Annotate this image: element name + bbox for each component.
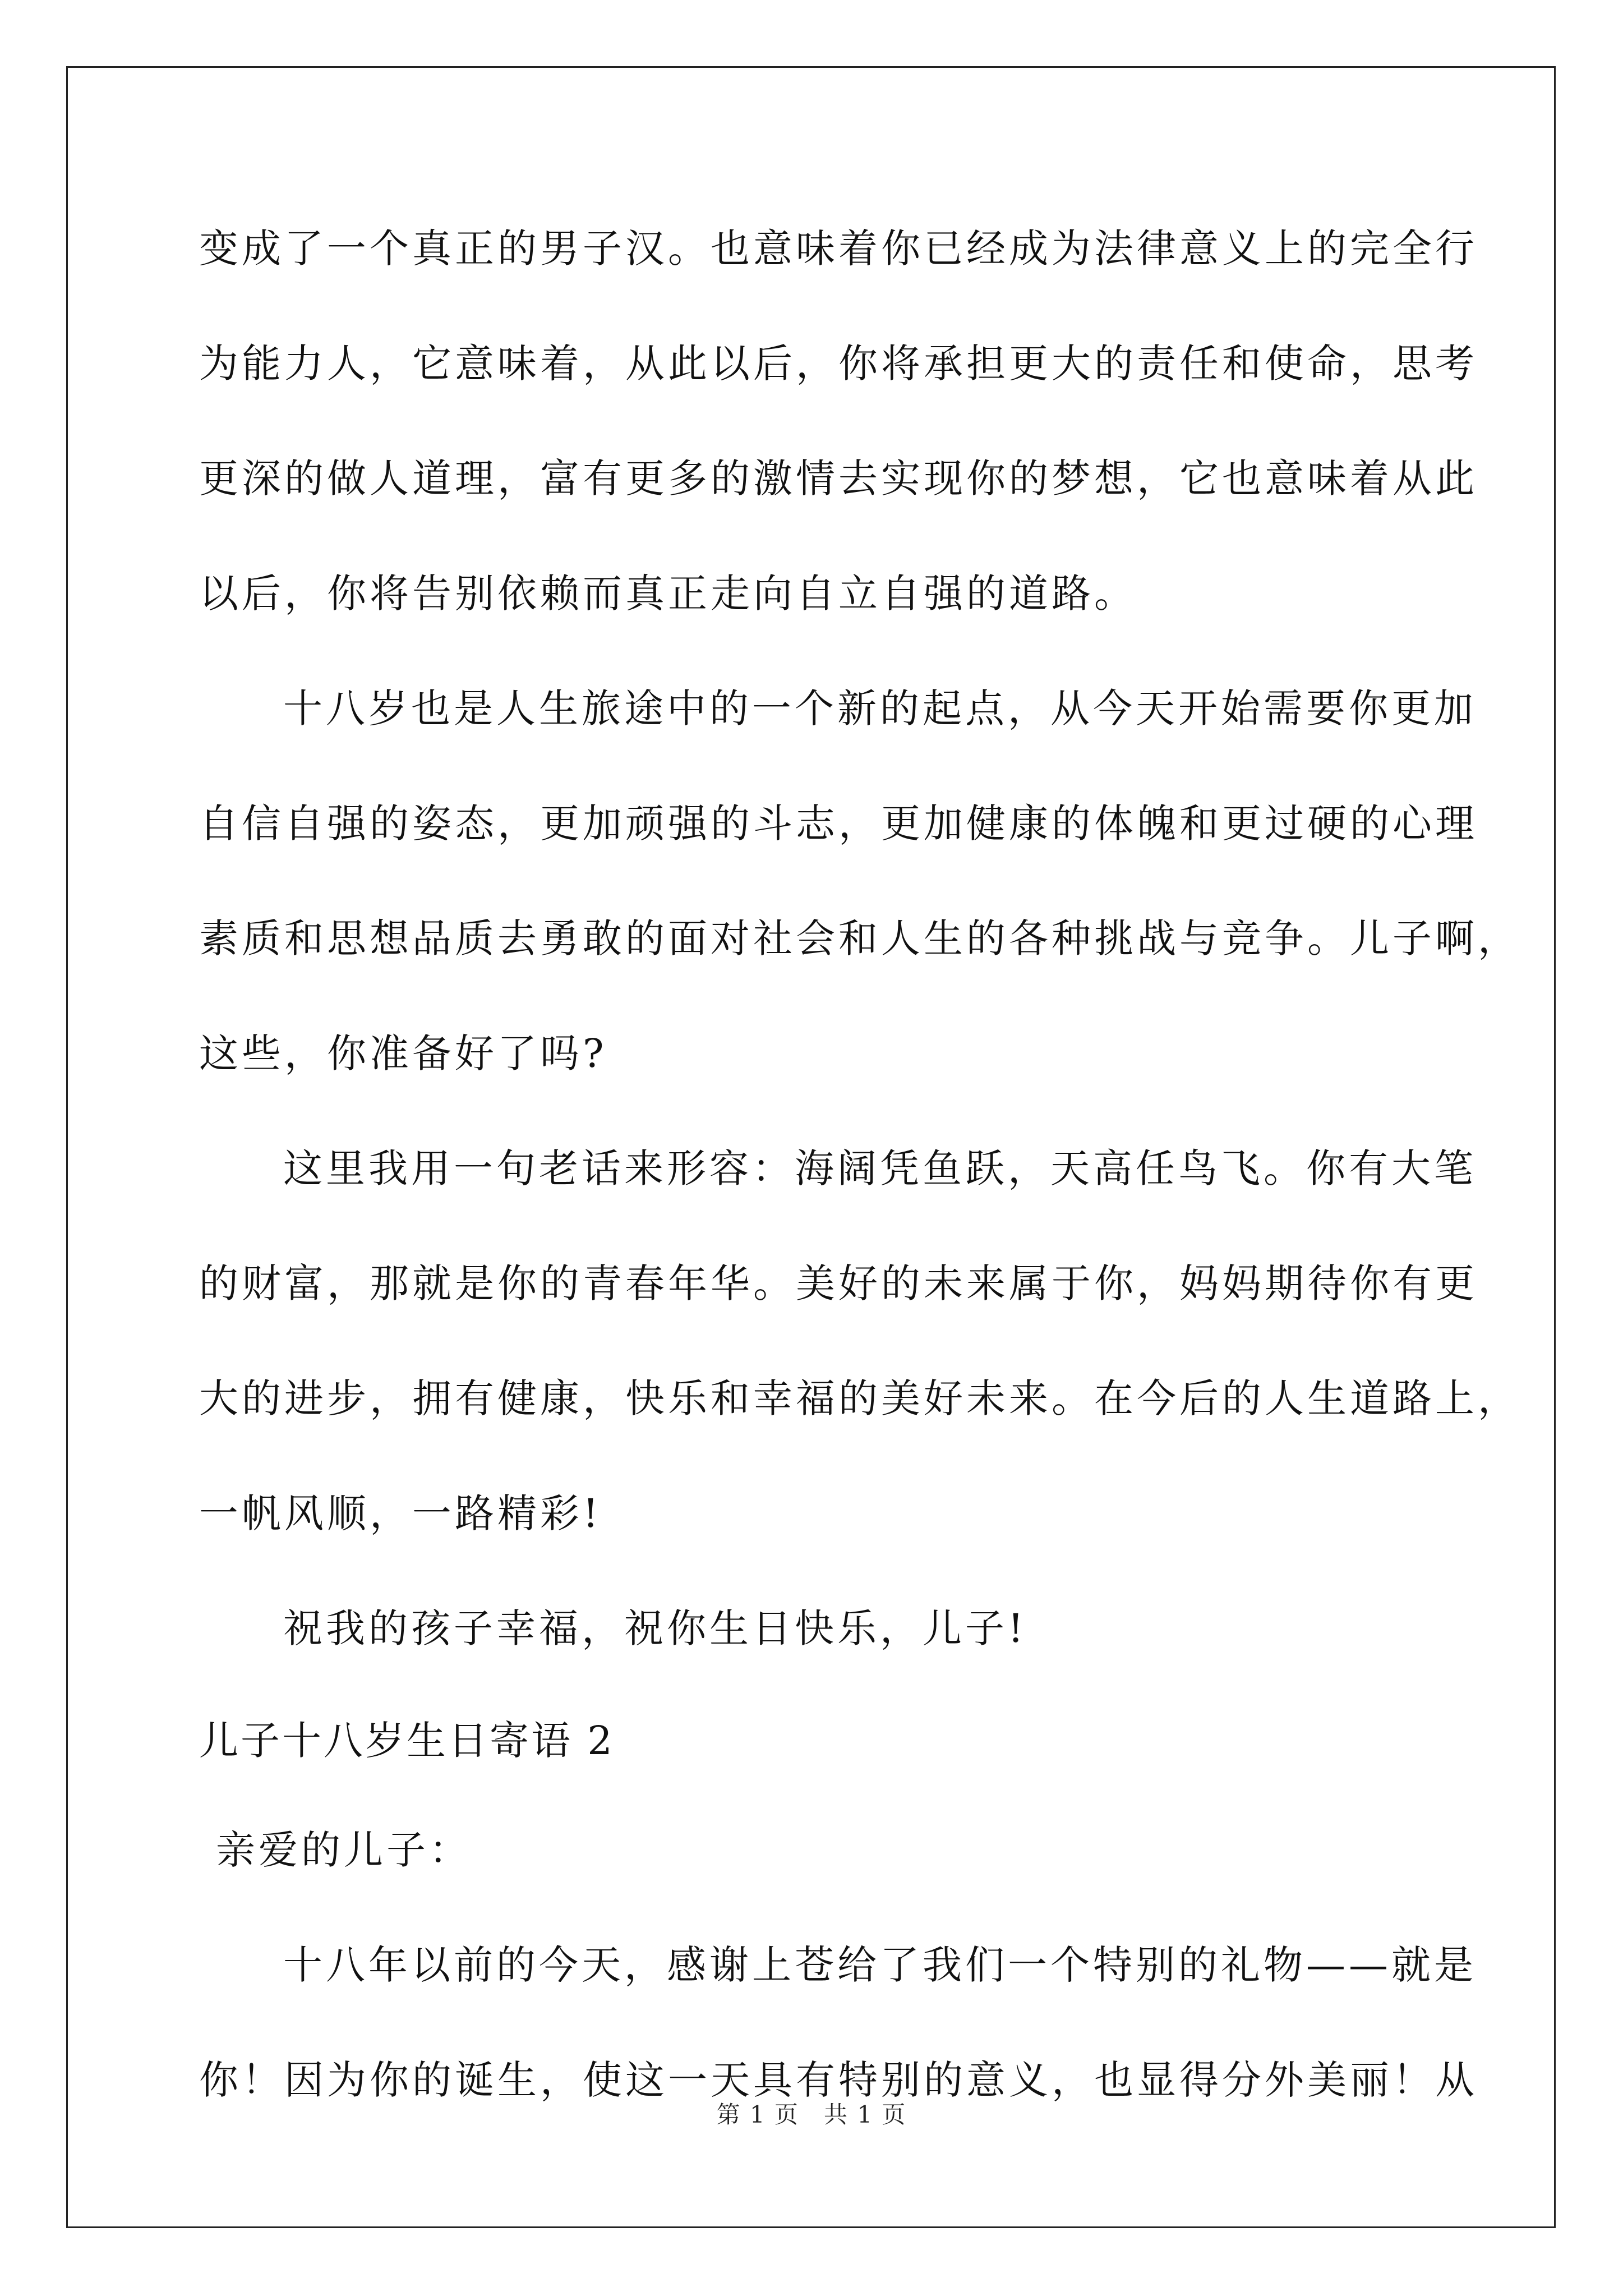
salutation: 亲爱的儿子： [216, 1827, 472, 1873]
section-heading: 儿子十八岁生日寄语 2 [199, 1718, 615, 1764]
text-line: 素质和思想品质去勇敢的面对社会和人生的各种挑战与竞争。儿子啊， [199, 915, 1520, 961]
text-line: 为能力人，它意味着，从此以后，你将承担更大的责任和使命，思考 [199, 341, 1478, 386]
paragraph-first-line: 十八岁也是人生旅途中的一个新的起点，从今天开始需要你更加 [283, 685, 1477, 731]
paragraph-first-line: 这里我用一句老话来形容：海阔凭鱼跃，天高任鸟飞。你有大笔 [283, 1145, 1477, 1191]
text-line: 更深的做人道理，富有更多的激情去实现你的梦想，它也意味着从此 [199, 455, 1478, 501]
text-line: 自信自强的姿态，更加顽强的斗志，更加健康的体魄和更过硬的心理 [199, 800, 1478, 846]
text-line: 一帆风顺，一路精彩! [199, 1490, 602, 1536]
page-number-footer: 第 1 页 共 1 页 [716, 2101, 907, 2128]
text-line: 你！因为你的诞生，使这一天具有特别的意义，也显得分外美丽！从 [199, 2057, 1478, 2103]
paragraph-first-line: 十八年以前的今天，感谢上苍给了我们一个特别的礼物——就是 [283, 1942, 1477, 1988]
text-line: 以后，你将告别依赖而真正走向自立自强的道路。 [199, 570, 1137, 616]
paragraph-first-line: 祝我的孩子幸福，祝你生日快乐，儿子! [283, 1605, 1027, 1651]
text-line: 变成了一个真正的男子汉。也意味着你已经成为法律意义上的完全行 [199, 226, 1478, 272]
text-line: 这些，你准备好了吗? [199, 1030, 607, 1076]
text-line: 大的进步，拥有健康，快乐和幸福的美好未来。在今后的人生道路上， [199, 1375, 1520, 1421]
text-line: 的财富，那就是你的青春年华。美好的未来属于你，妈妈期待你有更 [199, 1260, 1478, 1306]
